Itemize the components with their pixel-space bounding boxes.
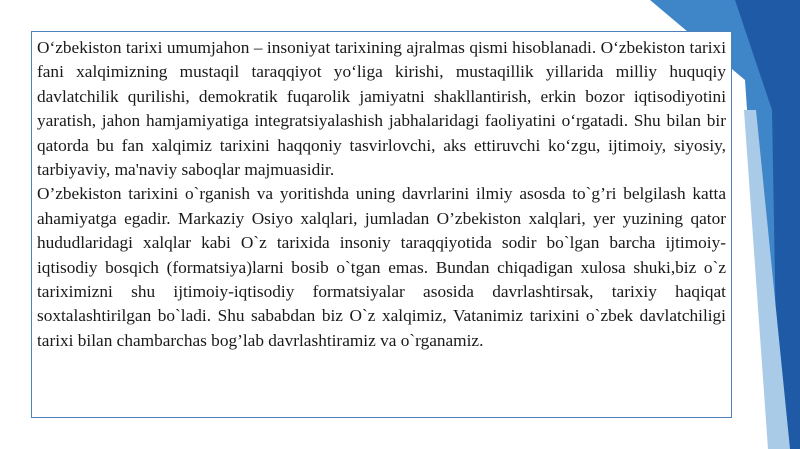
paragraph-intro: O‘zbekiston tarixi umumjahon – insoniyat tarixining ajralmas qismi hisoblanadi. O‘zbekiston tarixi fani xalqimizning mustaqil taraqqiyot yo‘liga kirishi, mustaqillik yillarida milliy huquqiy davlatchilik qurilishi, demokratik fuqarolik jamiyatni shakllantirish, erkin bozor iqtisodiyotini yaratish, jahon hamjamiyatiga integratsiyalashish jabhalaridagi faoliyatini o‘rgatadi. Shu bilan bir qatorda bu fan xalqimiz tarixini haqqoniy tasvirlovchi, aks ettiruvchi ko‘zgu, ijtimoiy, siyosiy, tarbiyaviy, ma'naviy saboqlar majmuasidir.	[37, 38, 726, 180]
slide-text-box	[31, 31, 732, 418]
paragraph-periodization: O’zbekiston tarixini o`rganish va yoritishda uning davrlarini ilmiy asosda to`g’ri belgilash katta ahamiyatga egadir. Markaziy Osiyo xalqlari, jumladan O’zbekiston xalqlari, yer yuzining qator hududlaridagi xalqlar kabi O`z tarixida insoniy taraqqiyotida sodir bo`lgan barcha ijtimoiy-iqtisodiy bosqich (formatsiya)larni bosib o`tgan emas. Bundan chiqadigan xulosa shuki,biz o`z tariximizni shu ijtimoiy-iqtisodiy formatsiyalar asosida davrlashtirsak, tarixiy haqiqat soxtalashtirilgan bo`ladi. Shu sababdan biz O`z xalqimiz, Vatanimiz tarixini o`zbek davlatchiligi tarixi bilan chambarchas bog’lab davrlashtiramiz va o`rganamiz.	[37, 184, 726, 350]
